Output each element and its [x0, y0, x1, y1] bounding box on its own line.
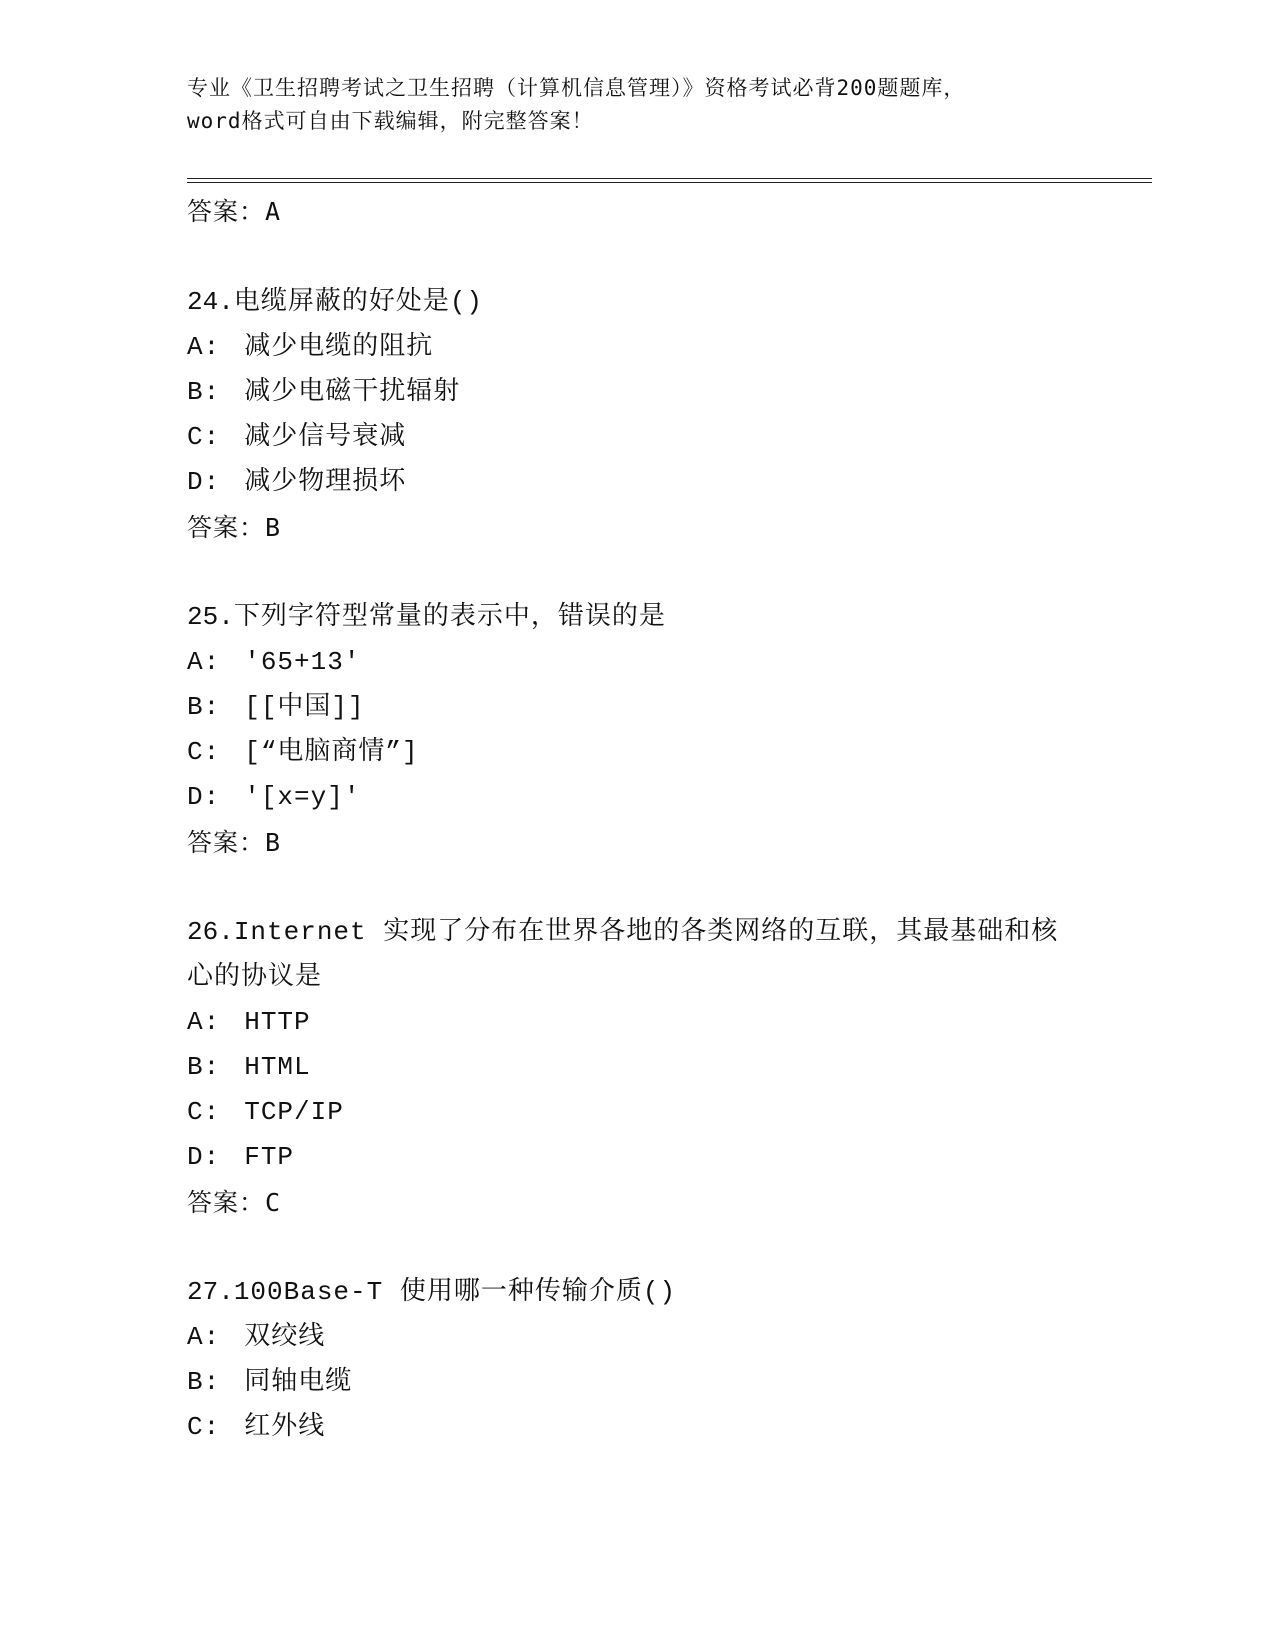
option-text: [[中国]]: [244, 692, 365, 722]
option-key: B:: [187, 692, 221, 722]
option-b: [187, 1360, 1087, 1405]
option-key: D:: [187, 1142, 221, 1172]
option-text: 双绞线: [244, 1322, 326, 1352]
option-a: [187, 640, 1087, 685]
question-text: 下列字符型常量的表示中，错误的是: [233, 602, 666, 632]
question-stem: [187, 1270, 1077, 1315]
header-line-2: word格式可自由下载编辑，附完整答案！: [187, 109, 594, 133]
option-key: A:: [187, 647, 221, 677]
question-number: 26.: [187, 917, 234, 947]
option-text: ′[x=y]′: [244, 782, 361, 812]
option-key: A:: [187, 332, 221, 362]
option-text: HTML: [244, 1052, 311, 1082]
answer-line: 答案：A: [187, 197, 282, 226]
option-text: 减少电磁干扰辐射: [244, 377, 461, 407]
option-key: B:: [187, 1052, 221, 1082]
header-divider: [187, 178, 1152, 183]
option-text: TCP/IP: [244, 1097, 344, 1127]
option-key: C:: [187, 737, 221, 767]
option-key: C:: [187, 1412, 221, 1442]
answer-line: 答案：B: [187, 513, 282, 542]
option-key: B:: [187, 1367, 221, 1397]
question-stem: [187, 910, 1077, 1000]
option-key: A:: [187, 1007, 221, 1037]
question-item: [187, 595, 1087, 866]
option-a: [187, 1000, 1087, 1045]
option-d: [187, 775, 1087, 820]
question-list: [187, 280, 1087, 1494]
option-text: [“电脑商情”]: [244, 737, 419, 767]
option-text: ′65+13′: [244, 647, 361, 677]
option-text: 减少物理损坏: [244, 467, 407, 497]
option-d: [187, 1135, 1087, 1180]
option-b: [187, 1045, 1087, 1090]
question-item: [187, 1270, 1087, 1450]
question-number: 25.: [187, 602, 234, 632]
option-key: C:: [187, 422, 221, 452]
question-text: 100Base-T 使用哪一种传输介质(): [233, 1277, 677, 1307]
question-item: [187, 280, 1087, 551]
option-text: 减少电缆的阻抗: [244, 332, 434, 362]
question-text: Internet 实现了分布在世界各地的各类网络的互联，其最基础和核心的协议是: [187, 917, 1059, 992]
option-key: A:: [187, 1322, 221, 1352]
option-c: [187, 730, 1087, 775]
option-text: 同轴电缆: [244, 1367, 353, 1397]
question-text: 电缆屏蔽的好处是(): [233, 287, 484, 317]
option-d: [187, 460, 1087, 505]
option-c: [187, 1090, 1087, 1135]
option-text: 减少信号衰减: [244, 422, 407, 452]
option-a: [187, 1315, 1087, 1360]
option-c: [187, 415, 1087, 460]
option-key: B:: [187, 377, 221, 407]
option-key: D:: [187, 782, 221, 812]
option-b: [187, 370, 1087, 415]
question-item: [187, 910, 1087, 1226]
option-key: D:: [187, 467, 221, 497]
question-stem: [187, 595, 1077, 640]
question-number: 27.: [187, 1277, 234, 1307]
option-text: HTTP: [244, 1007, 311, 1037]
option-b: [187, 685, 1087, 730]
header-line-1: 专业《卫生招聘考试之卫生招聘（计算机信息管理）》资格考试必背200题题库，: [187, 76, 966, 100]
option-key: C:: [187, 1097, 221, 1127]
answer-line: 答案：C: [187, 1188, 282, 1217]
option-a: [187, 325, 1087, 370]
option-text: FTP: [244, 1142, 295, 1172]
question-stem: [187, 280, 1077, 325]
option-text: 红外线: [244, 1412, 326, 1442]
answer-line: 答案：B: [187, 828, 282, 857]
option-c: [187, 1405, 1087, 1450]
document-header: [187, 72, 1087, 138]
question-number: 24.: [187, 287, 234, 317]
